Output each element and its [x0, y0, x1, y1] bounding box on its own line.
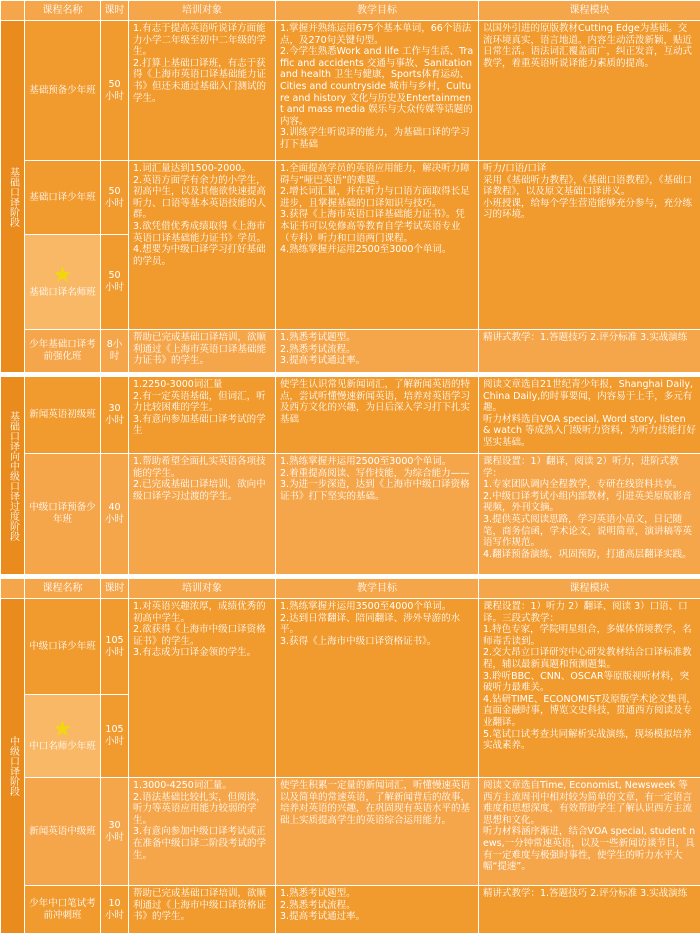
- course-hours: 105小时: [101, 695, 129, 778]
- course-goal: 使学生积累一定量的新闻词汇，听懂慢速英语以及简单的常速英语，了解新闻背后的故事，培养对英语的兴趣，在巩固现有英语水平的基础上实质提高学生的英语综合运用能力。: [276, 778, 479, 886]
- course-goal: 1.掌握并熟练运用675个基本单词，66个语法点，及270句关键句型。 2.今学生熟悉Work and life 工作与生活、Traffic and accidents 交通与事故、Sanitation and health 卫生与健康，Sports体育运动、Cities and countryside 城市与乡村，Culture and history 文化与历史及Entertainment and mass media 娱乐与大众传媒等话题的内容。 3.训练学生听说译的能力，为基础口译的学习打下基础: [276, 21, 479, 161]
- course-name: 中口名师少年班: [29, 741, 96, 752]
- table-row: [1, 161, 700, 235]
- course-module: 课程设置：1）听力 2）翻译、阅读 3）口语、口译。三段式教学： 1.特色专家，学院明星组合，多媒体情境教学，名师毒舌读到。 2.交大昂立口译研究中心研发教材结合口译标准教程，辅以最新真题和预测题集。 3.聆听BBC、CNN、OSCAR等原版视听材料，突破听力最难关。 4.钻研TIME、ECONOMIST及原版学术论文集刊，直面金融时事，博览文史科技，贯通西方阅读及专业翻译。 5.笔试口试考查共同解析实战演练，现场模拟培养实战素养。: [479, 599, 700, 778]
- course-hours: 10小时: [101, 886, 129, 934]
- course-hours: 30小时: [101, 778, 129, 886]
- course-goal: 1.熟悉考试题型。 2.熟悉考试流程。 3.提高考试通过率。: [276, 886, 479, 934]
- header-hours: 课时: [101, 1, 129, 21]
- header-module: 课程模块: [479, 579, 700, 599]
- table-row: [1, 330, 700, 373]
- course-name-cell: [25, 235, 101, 330]
- course-hours: 8小时: [101, 330, 129, 373]
- header-course: 课程名称: [25, 1, 101, 21]
- course-target: 1.2250-3000词汇量 2.有一定英语基础，但词汇，听力比较困难的学生。 3.有意向参加基础口译考试的学生: [129, 377, 276, 454]
- table-header: [1, 1, 700, 21]
- course-goal: 1.熟练掌握并运用3500至4000个单词。 2.达到日常翻译、陪同翻译、涉外导游的水平。 3.获得《上海市中级口译资格证书》。: [276, 599, 479, 778]
- table-header: [1, 579, 700, 599]
- course-hours: 40小时: [101, 454, 129, 575]
- course-module: 阅读文章选自Time, Economist, Newsweek 等西方主流周刊中相对较为简单的文章，有一定语言难度和思想深度，有效帮助学生了解认识西方主流思想和文化。 听力材料涵序渐进，结合VOA special, student news,一分钟常速英语，以及一些新闻访谈节目，具有一定难度与极强时事性，使学生的听力水平大幅“提速”。: [479, 778, 700, 886]
- course-target: 帮助已完成基础口译培训，欲顺利通过《上海市英语口译基础能力证书》的学生。: [129, 330, 276, 373]
- header-module: 课程模块: [479, 1, 700, 21]
- table-row: [1, 454, 700, 575]
- course-hours: 105小时: [101, 599, 129, 695]
- course-target: 1.3000-4250词汇量。 2.语法基础比较扎实，但阅读，听力等英语应用能力较弱的学生。 3.有意向参加中级口译考试或正在准备中级口译二阶段考试的学生。: [129, 778, 276, 886]
- course-hours: 50小时: [101, 21, 129, 161]
- course-name-cell: [25, 695, 101, 778]
- course-name: 新闻英语初级班: [25, 377, 101, 454]
- table-row: [1, 377, 700, 454]
- course-target: 1.对英语兴趣浓厚，成绩优秀的初高中学生。 2.欲获得《上海市中级口译资格证书》的学生。 3.有志成为口译金领的学生。: [129, 599, 276, 778]
- table-row: [1, 886, 700, 934]
- table-row: [1, 21, 700, 161]
- course-module: 精讲式教学：1.答题技巧 2.评分标准 3.实战演练: [479, 886, 700, 934]
- header-target: 培训对象: [129, 1, 276, 21]
- header-course: 课程名称: [25, 579, 101, 599]
- table-row: [1, 599, 700, 695]
- header-goal: 教学目标: [276, 1, 479, 21]
- course-name: 基础口译少年班: [25, 161, 101, 235]
- stage-transition: 基础口译向中级口译过度阶段: [1, 377, 25, 575]
- course-module: 精讲式教学：1.答题技巧 2.评分标准 3.实战演练: [479, 330, 700, 373]
- course-target: 1.词汇量达到1500-2000。 2.英语方面学有余力的小学生，初高中生，以及其他欲快速提高听力、口语等基本英语技能的人群。 3.欲凭借优秀成绩取得《上海市英语口译基础能力证书》学员。 4.想要为中级口译学习打好基础的学员。: [129, 161, 276, 330]
- course-name: 基础口译名师班: [29, 287, 96, 298]
- course-name: 中级口译预备少年班: [25, 454, 101, 575]
- header-goal: 教学目标: [276, 579, 479, 599]
- course-name: 基础预备少年班: [25, 21, 101, 161]
- course-hours: 50小时: [101, 161, 129, 235]
- course-hours: 50小时: [101, 235, 129, 330]
- course-name: 新闻英语中级班: [25, 778, 101, 886]
- table-row: [1, 778, 700, 886]
- course-name: 少年中口笔试考前冲刺班: [25, 886, 101, 934]
- course-goal: 使学生认识常见新闻词汇，了解新闻英语的特点，尝试听懂慢速新闻英语，培养对英语学习及西方文化的兴趣，为日后深入学习打下扎实基础: [276, 377, 479, 454]
- course-goal: 1.熟悉考试题型。 2.熟悉考试流程。 3.提高考试通过率。: [276, 330, 479, 373]
- course-module: 阅读文章选自21世纪青少年报，Shanghai Daily, China Daily,的时事要闻，内容易于上手，多元有趣。 听力材料选自VOA special, Word story, listen & watch 等成熟入门级听力资料，为听力技能打好坚实基础。: [479, 377, 700, 454]
- star-icon: ★: [29, 265, 96, 287]
- course-goal: 1.熟练掌握并运用2500至3000个单词。 2.着重提高阅读、写作技能，为综合能力—— 3.为进一步深造，达到《上海市中级口译资格证书》打下坚实的基础。: [276, 454, 479, 575]
- star-icon: ★: [29, 719, 96, 741]
- course-module: 以国外引进的原版教材Cutting Edge为基础。交流环境真实，语言地道。内容生动活泼新颖，贴近日常生活。语法词汇覆盖面广，纠正发音，互动式教学，着重英语听说译能力素质的提高。: [479, 21, 700, 161]
- course-goal: 1.全面提高学员的英语应用能力，解决听力障碍与“哑巴英语”的难题。 2.增长词汇量，并在听力与口语方面取得长足进步，且掌握基础的口译知识与技巧。 3.获得《上海市英语口译基础能力证书》。凭本证书可以免修高等教育自学考试英语专业（专科）听力和口语两门课程。 4.熟练掌握并运用2500至3000个单词。: [276, 161, 479, 330]
- stage-intermediate: 中级口译阶段: [1, 599, 25, 934]
- course-name: 少年基础口译考前强化班: [25, 330, 101, 373]
- course-target: 1.有志于提高英语听说译方面能力小学二年级至初中二年级的学生。 2.打算上基础口译班，有志于获得《上海市英语口译基础能力证书》但还未通过基础入门测试的学生。: [129, 21, 276, 161]
- stage-basic: 基础口译阶段: [1, 21, 25, 373]
- course-module: 听力/口语/口译 采用《基础听力教程》，《基础口语教程》，《基础口译教程》，以及原文基础口译讲义。 小班授课，给每个学生营造能够充分参与，充分练习的环境。: [479, 161, 700, 330]
- course-module: 课程设置：1）翻译，阅读 2）听力，进阶式教学： 1.专家团队调内全程教学，专研在线资料共享。 2.中级口译考试小组内部教材，引进英美原版影音视频，外刊文摘。 3.提供英式阅读思路，学习英语小品文，日记随笔，商务信函，学术论文，说明简章，演讲稿等英语写作规范。 4.翻译预备演练，巩固预防，打通高层翻译实践。: [479, 454, 700, 575]
- header-hours: 课时: [101, 579, 129, 599]
- course-target: 1.帮助希望全面扎实英语各项技能的学生。 2.已完成基础口译培训，欲向中级口译学习过渡的学生。: [129, 454, 276, 575]
- course-name: 中级口译少年班: [25, 599, 101, 695]
- course-target: 帮助已完成基础口译培训，欲顺利通过《上海市中级口译资格证书》的学生。: [129, 886, 276, 934]
- header-target: 培训对象: [129, 579, 276, 599]
- course-hours: 30小时: [101, 377, 129, 454]
